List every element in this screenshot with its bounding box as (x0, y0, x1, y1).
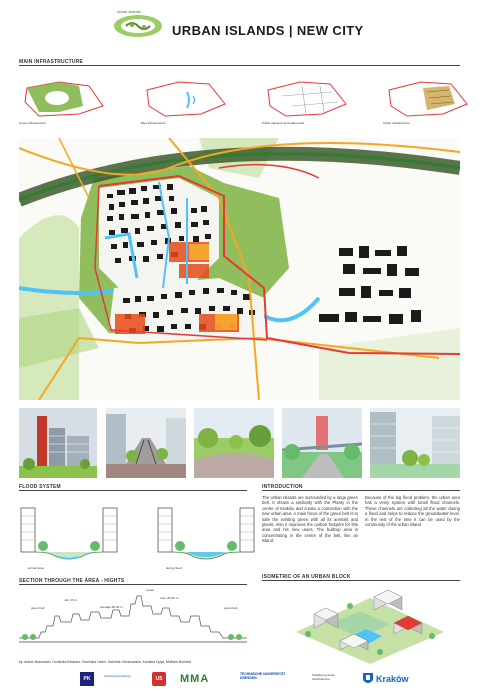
introduction-col1: The Urban Islands are surrounded by a large green belt. It shows a similarity with the Planty in the centre of Kraków and create a connection with the new urban area. A main focus of the green belt is to safe the existing green with all its animals and plants. Also it improves the carbon footprint for this area and his new users. The builtrup area is concentrating in the centre of the belt, like an island. (262, 495, 358, 544)
introduction-title: INTRODUCTION (262, 484, 303, 490)
section-label-min: min. 15 m (64, 598, 78, 602)
render-tower (19, 408, 97, 478)
render-bridge (282, 408, 362, 478)
logo-pk (80, 672, 94, 686)
logo-us (152, 672, 166, 686)
isometric-rule (262, 580, 460, 581)
logo-wydzial (104, 674, 142, 684)
section-label-average: average 28-40 m (100, 605, 123, 609)
infra-label-green: Green Infrastructure (19, 121, 46, 125)
main-infrastructure-rule (19, 65, 460, 66)
logo-pk-text: PK (83, 676, 91, 682)
infra-label-transport: Public transport and walk-roads (262, 121, 305, 125)
introduction-rule (262, 490, 460, 491)
page-title: URBAN ISLANDS | NEW CITY (172, 23, 364, 38)
section-label-green-belt-right: green belt (224, 606, 238, 610)
logo-strasbourg (312, 673, 352, 685)
render-street (106, 408, 186, 478)
isometric-block (290, 584, 450, 666)
logo-krakow (362, 671, 426, 687)
infra-label-urban: Urban Infrastructure (383, 121, 410, 125)
logo-mma-text: MMA (180, 673, 210, 685)
flood-normal-label: normal slope (27, 566, 45, 570)
header (0, 0, 480, 45)
section-label-green-belt-left: green belt (31, 606, 45, 610)
logo-tud-text: TECHNISCHE UNIVERSITÄT DRESDEN (240, 672, 286, 681)
flood-during-label: during flood (166, 566, 182, 570)
render-park (194, 408, 274, 478)
logo-wydzial-text: Wydział Architektury (104, 674, 131, 678)
render-courtyard (370, 408, 460, 478)
logo-us-text: US (155, 676, 163, 682)
logo-strasbourg-text: Strasbourg école d'architecture (312, 673, 335, 681)
introduction-col2: Because of the big flood problem, the urban area has a veiny system with small flood channels. These channels are collecting all the water during a flood and helps to reduce the groundwater level. In the rest of the time it can be used by the community of the urban island. (365, 495, 460, 528)
isometric-title: ISOMETRIC OF AN URBAN BLOCK (262, 574, 351, 580)
section-label-center: center (146, 588, 155, 592)
master-plan-drawing (19, 138, 460, 400)
logo-text: urban islands (117, 9, 141, 14)
section-skyline (19, 586, 247, 646)
urban-infrastructure-diagram (383, 76, 473, 120)
flood-diagram-normal (19, 500, 119, 562)
section-rule (19, 584, 247, 585)
blue-infrastructure-diagram (141, 76, 231, 120)
green-infrastructure-diagram (19, 76, 109, 120)
main-infrastructure-title: MAIN INFRASTRUCTURE (19, 59, 84, 65)
section-title: SECTION THROUGH THE AREA - HIGHTS (19, 578, 125, 584)
section-label-max: max. 80-60 m (160, 596, 179, 600)
flood-system-title: FLOOD SYSTEM (19, 484, 61, 490)
logo-tud (240, 672, 302, 686)
logo-mma (180, 672, 220, 686)
infra-label-blue: Blue Infrastructure (141, 121, 166, 125)
authors-credit: by: Antoni Branowski, Dominika Bednarz, Dominika Litwin, Gabriela Gierszowska, Karolina Opyd, Mathew Bochmit (19, 660, 192, 664)
transport-infrastructure-diagram (262, 76, 352, 120)
master-plan (19, 138, 460, 400)
krakow-crest-icon (362, 672, 374, 686)
logo-bar (80, 670, 460, 688)
flood-system-rule (19, 490, 247, 491)
logo-krakow-text: Kraków (376, 674, 409, 684)
flood-diagram-flood (156, 500, 256, 562)
